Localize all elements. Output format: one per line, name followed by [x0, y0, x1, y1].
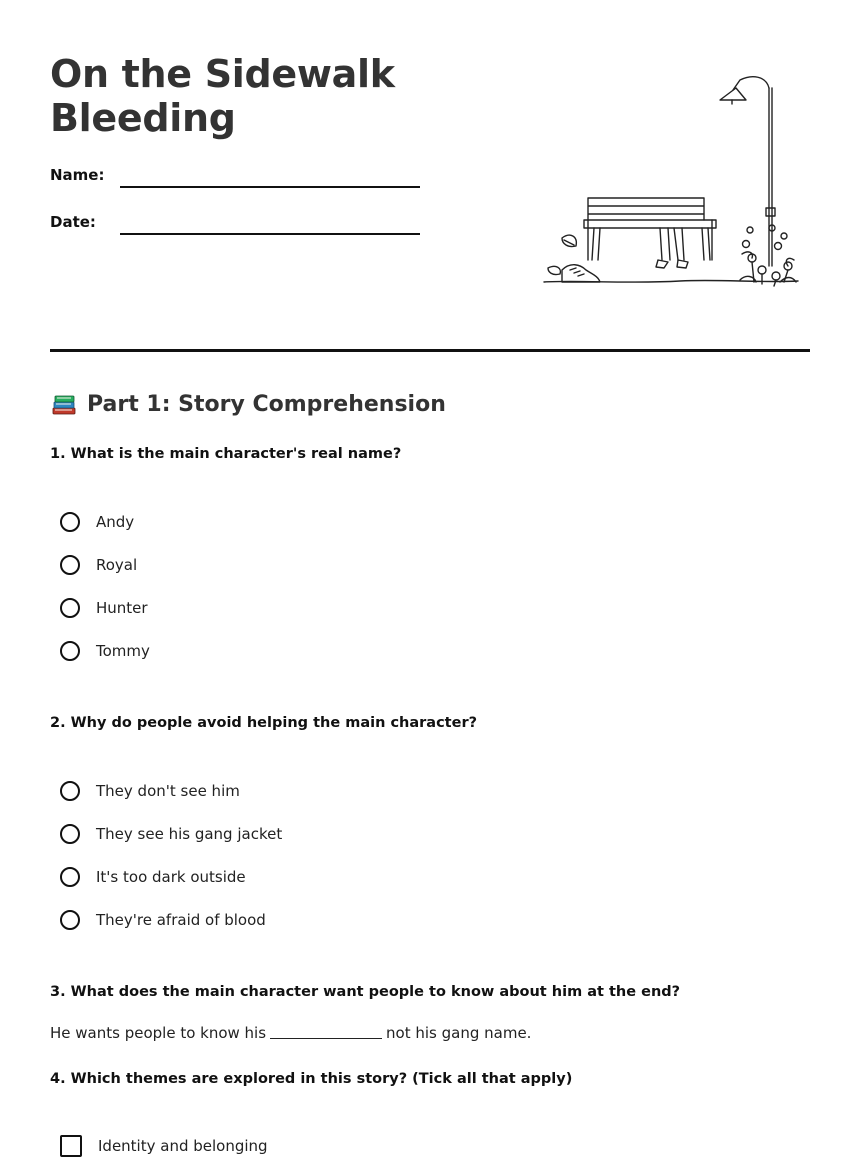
- q3-before-blank: He wants people to know his: [50, 1024, 267, 1042]
- radio-button[interactable]: [60, 910, 80, 930]
- date-line[interactable]: [120, 233, 420, 235]
- question-4: 4. Which themes are explored in this story? (Tick all that apply): [50, 1071, 573, 1087]
- q1-option-label: Royal: [96, 556, 138, 574]
- name-field: [50, 166, 430, 196]
- radio-button[interactable]: [60, 781, 80, 801]
- radio-button[interactable]: [60, 641, 80, 661]
- name-line[interactable]: [120, 186, 420, 188]
- q2-option[interactable]: [60, 864, 246, 890]
- q4-option[interactable]: [60, 1133, 268, 1159]
- q2-option-label: They see his gang jacket: [96, 825, 283, 843]
- q1-option-label: Andy: [96, 513, 135, 531]
- question-3: 3. What does the main character want people to know about him at the end?: [50, 984, 681, 1000]
- q1-option[interactable]: [60, 638, 150, 664]
- q1-option[interactable]: [60, 595, 148, 621]
- q2-option-label: It's too dark outside: [96, 868, 246, 886]
- section-divider: [50, 349, 810, 352]
- q3-blank[interactable]: [270, 1024, 382, 1039]
- q3-fill-in-sentence: [50, 1024, 531, 1042]
- q2-option[interactable]: [60, 778, 240, 804]
- radio-button[interactable]: [60, 824, 80, 844]
- q2-option[interactable]: [60, 821, 282, 847]
- date-label: Date:: [50, 213, 96, 231]
- q2-option-label: They're afraid of blood: [96, 911, 266, 929]
- question-1: 1. What is the main character's real name?: [50, 446, 402, 462]
- books-icon: [50, 390, 78, 418]
- checkbox[interactable]: [60, 1135, 82, 1157]
- radio-button[interactable]: [60, 555, 80, 575]
- part1-title: Part 1: Story Comprehension: [87, 391, 446, 417]
- q1-option[interactable]: [60, 552, 137, 578]
- q4-option-label: Identity and belonging: [98, 1137, 268, 1155]
- q2-option-label: They don't see him: [96, 782, 240, 800]
- q1-option[interactable]: [60, 509, 134, 535]
- radio-button[interactable]: [60, 512, 80, 532]
- date-field: [50, 213, 430, 243]
- part1-heading: [50, 388, 446, 420]
- radio-button[interactable]: [60, 598, 80, 618]
- q3-after-blank: not his gang name.: [386, 1024, 532, 1042]
- park-bench-streetlamp-illustration: [540, 70, 810, 305]
- question-2: 2. Why do people avoid helping the main character?: [50, 715, 478, 731]
- radio-button[interactable]: [60, 867, 80, 887]
- q1-option-label: Tommy: [96, 642, 150, 660]
- q2-option[interactable]: [60, 907, 266, 933]
- worksheet-title: On the Sidewalk Bleeding: [50, 52, 395, 140]
- name-label: Name:: [50, 166, 105, 184]
- q1-option-label: Hunter: [96, 599, 148, 617]
